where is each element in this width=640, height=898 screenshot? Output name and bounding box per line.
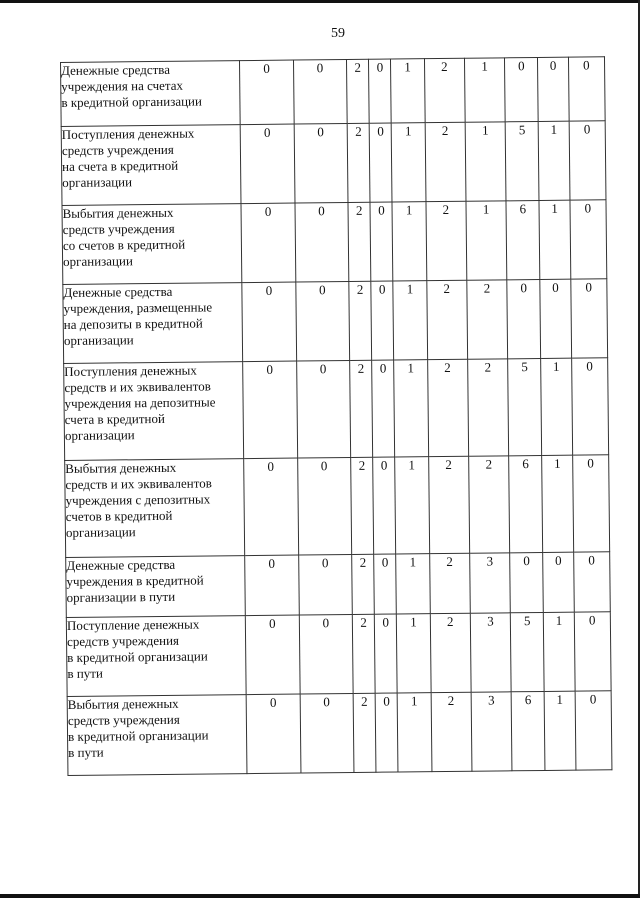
account-code-digit: 3 bbox=[471, 692, 512, 771]
account-code-digit: 1 bbox=[464, 58, 505, 122]
account-code-digit: 0 bbox=[246, 694, 300, 774]
account-code-digit: 0 bbox=[298, 554, 352, 615]
account-code-digit: 2 bbox=[353, 693, 376, 772]
account-code-digit: 6 bbox=[506, 200, 540, 279]
account-code-digit: 1 bbox=[465, 122, 506, 201]
account-label: Выбытия денежных средств учреждения со счетов в кредитной организации bbox=[62, 204, 242, 285]
accounts-table-body bbox=[61, 57, 612, 776]
account-code-digit: 2 bbox=[349, 281, 372, 360]
table-row bbox=[64, 358, 609, 461]
account-code-digit: 1 bbox=[392, 123, 426, 202]
account-label: Денежные средства учреждения на счетах в кредитной организации bbox=[61, 61, 241, 127]
account-code-digit: 0 bbox=[570, 200, 607, 279]
account-code-digit: 0 bbox=[570, 279, 607, 358]
account-code-digit: 1 bbox=[542, 455, 573, 552]
account-code-digit: 1 bbox=[466, 201, 507, 280]
account-code-digit: 0 bbox=[297, 457, 351, 555]
scan-edge-bottom bbox=[0, 894, 640, 898]
account-code-digit: 1 bbox=[396, 554, 430, 614]
account-code-digit: 2 bbox=[351, 457, 374, 554]
account-code-digit: 2 bbox=[467, 280, 508, 359]
account-code-digit: 1 bbox=[391, 59, 425, 123]
account-code-digit: 0 bbox=[373, 457, 396, 554]
account-code-digit: 0 bbox=[294, 123, 348, 203]
account-code-digit: 2 bbox=[424, 58, 465, 122]
account-code-digit: 2 bbox=[468, 359, 509, 456]
account-code-digit: 0 bbox=[575, 691, 612, 770]
account-code-digit: 0 bbox=[572, 455, 609, 552]
account-code-digit: 0 bbox=[243, 361, 297, 459]
account-code-digit: 0 bbox=[295, 202, 349, 282]
account-code-digit: 0 bbox=[505, 57, 539, 121]
accounts-table bbox=[60, 56, 612, 776]
account-code-digit: 1 bbox=[397, 614, 431, 693]
account-code-digit: 0 bbox=[569, 121, 606, 200]
account-code-digit: 1 bbox=[544, 612, 575, 691]
account-code-digit: 2 bbox=[431, 692, 472, 771]
account-code-digit: 0 bbox=[369, 59, 392, 123]
account-code-digit: 1 bbox=[394, 360, 428, 457]
account-code-digit: 1 bbox=[395, 457, 429, 554]
account-code-digit: 0 bbox=[300, 693, 354, 773]
table-row bbox=[67, 691, 612, 776]
account-code-digit: 2 bbox=[350, 360, 373, 457]
account-code-digit: 1 bbox=[398, 693, 432, 772]
account-code-digit: 2 bbox=[426, 201, 467, 280]
account-code-digit: 0 bbox=[374, 554, 397, 614]
scan-edge-top bbox=[0, 0, 640, 3]
account-code-digit: 5 bbox=[510, 612, 544, 691]
table-row bbox=[63, 279, 608, 364]
account-code-digit: 2 bbox=[352, 554, 375, 614]
account-code-digit: 3 bbox=[470, 553, 511, 613]
account-code-digit: 0 bbox=[370, 202, 393, 281]
account-code-digit: 1 bbox=[392, 202, 426, 281]
account-code-digit: 0 bbox=[538, 57, 569, 121]
account-code-digit: 1 bbox=[539, 200, 570, 279]
account-code-digit: 5 bbox=[508, 358, 542, 455]
account-code-digit: 0 bbox=[240, 60, 294, 125]
table-row bbox=[61, 121, 606, 206]
table-row bbox=[62, 200, 607, 285]
account-code-digit: 1 bbox=[541, 358, 572, 455]
account-code-digit: 0 bbox=[244, 458, 298, 556]
table-row bbox=[61, 57, 606, 127]
table-row bbox=[66, 612, 611, 697]
account-code-digit: 2 bbox=[427, 359, 468, 456]
account-code-digit: 0 bbox=[568, 57, 605, 121]
account-code-digit: 2 bbox=[469, 456, 510, 553]
account-code-digit: 1 bbox=[539, 121, 570, 200]
table-row bbox=[66, 552, 611, 618]
account-label: Поступления денежных средств и их эквивалентов учреждения на депозитные счета в кредитной организации bbox=[64, 362, 244, 461]
account-code-digit: 0 bbox=[299, 614, 353, 694]
account-code-digit: 2 bbox=[352, 614, 375, 693]
account-code-digit: 2 bbox=[348, 202, 371, 281]
account-code-digit: 0 bbox=[240, 124, 294, 204]
account-code-digit: 2 bbox=[428, 456, 469, 553]
account-code-digit: 0 bbox=[241, 203, 295, 283]
account-code-digit: 0 bbox=[540, 279, 571, 358]
account-code-digit: 2 bbox=[426, 280, 467, 359]
account-code-digit: 0 bbox=[543, 552, 574, 612]
account-code-digit: 0 bbox=[375, 614, 398, 693]
account-code-digit: 1 bbox=[545, 691, 576, 770]
account-label: Выбытия денежных средств учреждения в кредитной организации в пути bbox=[67, 695, 247, 776]
account-code-digit: 0 bbox=[371, 281, 394, 360]
account-code-digit: 2 bbox=[347, 59, 370, 123]
account-code-digit: 0 bbox=[296, 281, 350, 361]
account-code-digit: 2 bbox=[429, 553, 470, 613]
account-label: Денежные средства учреждения в кредитной организации в пути bbox=[66, 556, 246, 618]
table-row bbox=[65, 455, 610, 558]
account-code-digit: 0 bbox=[296, 360, 350, 458]
account-label: Выбытия денежных средств и их эквивалентов учреждения с депозитных счетов в кредитной организации bbox=[65, 459, 245, 558]
page-number: 59 bbox=[331, 26, 345, 41]
account-code-digit: 3 bbox=[470, 613, 511, 692]
account-label: Денежные средства учреждения, размещенные на депозиты в кредитной организации bbox=[63, 283, 243, 364]
account-code-digit: 2 bbox=[430, 613, 471, 692]
account-label: Поступление денежных средств учреждения в кредитной организации в пути bbox=[66, 616, 246, 697]
account-code-digit: 0 bbox=[242, 282, 296, 362]
account-code-digit: 0 bbox=[375, 693, 398, 772]
account-code-digit: 6 bbox=[509, 455, 543, 552]
account-code-digit: 0 bbox=[510, 552, 544, 612]
account-code-digit: 0 bbox=[507, 279, 541, 358]
account-code-digit: 0 bbox=[571, 358, 608, 455]
account-code-digit: 5 bbox=[505, 121, 539, 200]
account-code-digit: 2 bbox=[347, 123, 370, 202]
account-code-digit: 0 bbox=[372, 360, 395, 457]
account-code-digit: 0 bbox=[293, 59, 347, 124]
account-code-digit: 0 bbox=[246, 615, 300, 695]
account-label: Поступления денежных средств учреждения на счета в кредитной организации bbox=[61, 125, 241, 206]
account-code-digit: 1 bbox=[393, 281, 427, 360]
account-code-digit: 6 bbox=[511, 691, 545, 770]
account-code-digit: 0 bbox=[245, 555, 299, 616]
account-code-digit: 0 bbox=[369, 123, 392, 202]
account-code-digit: 0 bbox=[574, 612, 611, 691]
account-code-digit: 0 bbox=[573, 552, 610, 612]
account-code-digit: 2 bbox=[425, 122, 466, 201]
